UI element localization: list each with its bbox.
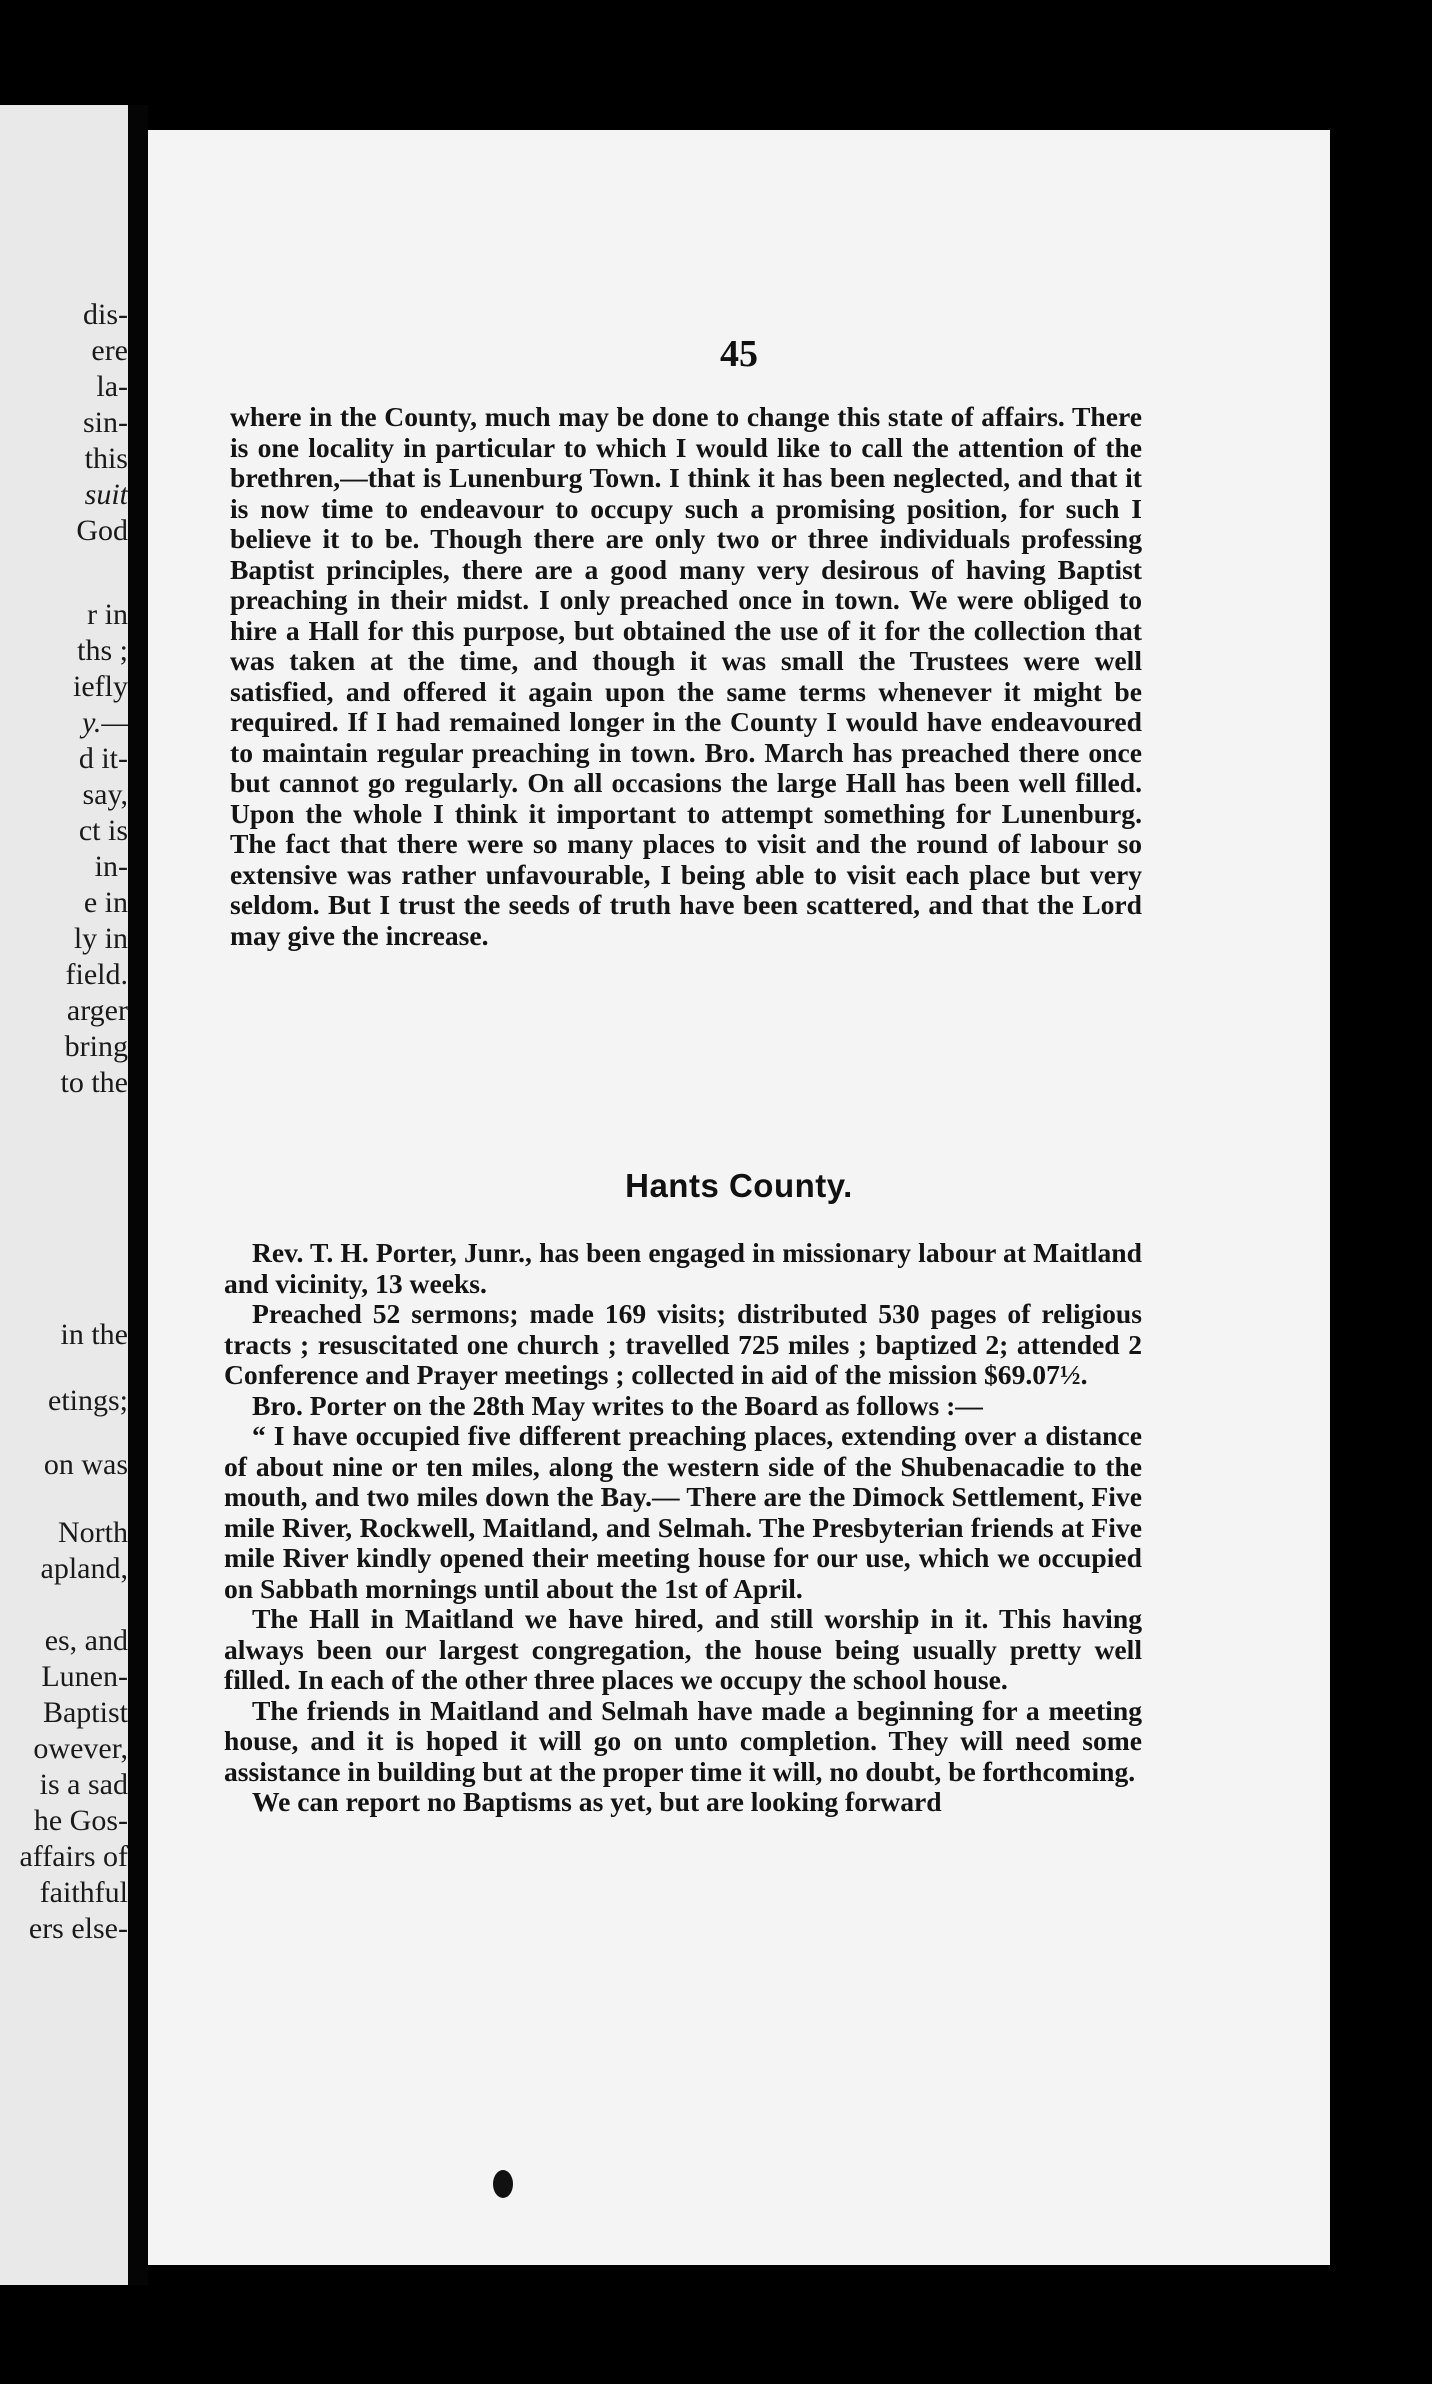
facing-page-line: etings; bbox=[48, 1384, 128, 1417]
paragraph: Preached 52 sermons; made 169 visits; distributed 530 pages of religious tracts ; resuscitated one church ; travelled 725 miles ; baptized 2; attended 2 Conference and Prayer meetings ; collected in aid of the mission $69.07½. bbox=[224, 1298, 1142, 1390]
facing-page-line: ly in bbox=[73, 922, 128, 955]
facing-page-line: iefly bbox=[73, 670, 128, 703]
facing-page-line: owever, bbox=[33, 1732, 128, 1765]
facing-page-line: bring bbox=[64, 1030, 128, 1063]
section-heading: Hants County. bbox=[625, 1167, 853, 1204]
facing-page-line: ers else- bbox=[28, 1912, 128, 1945]
facing-page-line: y.— bbox=[82, 706, 128, 739]
facing-page-line: North bbox=[58, 1516, 128, 1549]
facing-page-line: es, and bbox=[44, 1624, 128, 1657]
book-gutter bbox=[128, 105, 148, 2285]
facing-page-line: dis- bbox=[83, 298, 128, 331]
facing-page-line: say, bbox=[82, 778, 128, 811]
facing-page-line: ths ; bbox=[77, 634, 128, 667]
facing-page-line: on was bbox=[43, 1448, 128, 1481]
facing-page-fragment bbox=[0, 105, 128, 2285]
facing-page-line: apland, bbox=[40, 1552, 128, 1585]
facing-page-line: sin- bbox=[83, 406, 128, 439]
paragraph: Bro. Porter on the 28th May writes to the Board as follows :— bbox=[252, 1389, 983, 1421]
page-number: 45 bbox=[720, 333, 758, 375]
facing-page-line: Baptist bbox=[42, 1696, 128, 1729]
facing-page-line: ct is bbox=[78, 814, 128, 847]
facing-page-line: to the bbox=[60, 1066, 128, 1099]
facing-page-line: field. bbox=[65, 958, 128, 991]
body-text-bottom bbox=[224, 1238, 1142, 1818]
facing-page-line: is a sad bbox=[39, 1768, 128, 1801]
facing-page-line: Lunen- bbox=[41, 1660, 128, 1693]
facing-page-line: God bbox=[76, 514, 128, 547]
facing-page-line: faithful bbox=[39, 1876, 128, 1909]
paragraph: Rev. T. H. Porter, Junr., has been engaged in missionary labour at Maitland and vicinity, 13 weeks. bbox=[224, 1237, 1142, 1299]
facing-page-line: e in bbox=[83, 886, 128, 919]
facing-page-line: in- bbox=[94, 850, 128, 883]
facing-page-line: arger bbox=[66, 994, 128, 1027]
facing-page-line: in the bbox=[60, 1318, 128, 1351]
facing-page-line: ere bbox=[91, 334, 128, 367]
facing-page-line: la- bbox=[96, 370, 128, 403]
paragraph: where in the County, much may be done to change this state of affairs. There is one locality in particular to which I would like to call the attention of the brethren,—that is Lunenburg Town. I think it has been neglected, and that it is now time to endeavour to occupy such a promising position, for such I believe it to be. Though there are only two or three individuals professing Baptist principles, there are a good many very desirous of having Baptist preaching in their midst. I only preached once in town. We were obliged to hire a Hall for this purpose, but obtained the use of it for the collection that was taken at the time, and though it was small the Trustees were well satisfied, and offered it again upon the same terms whenever it might be required. If I had remained longer in the County I would have endeavoured to maintain regular preaching in town. Bro. March has preached there once but cannot go regularly. On all occasions the large Hall has been well filled. Upon the whole I think it important to attempt something for Lunenburg. The fact that there were so many places to visit and the round of labour so extensive was rather unfavourable, I being able to visit each place but very seldom. But I trust the seeds of truth have been scattered, and that the Lord may give the increase. bbox=[230, 401, 1142, 951]
facing-page-line: this bbox=[84, 442, 128, 475]
paragraph: The friends in Maitland and Selmah have made a beginning for a meeting house, and it is hoped it will go on unto completion. They will need some assistance in building but at the proper time it will, no doubt, be forthcoming. bbox=[224, 1694, 1142, 1787]
facing-page-line: he Gos- bbox=[33, 1804, 128, 1837]
facing-page-line: d it- bbox=[78, 742, 128, 775]
facing-page-line: suit bbox=[84, 478, 128, 511]
body-text-top bbox=[230, 402, 1142, 951]
paragraph: “ I have occupied five different preaching places, extending over a distance of about nine or ten miles, along the western side of the Shubenacadie to the mouth, and two miles down the Bay.— There are the Dimock Settlement, Five mile River, Rockwell, Maitland, and Selmah. The Presbyterian friends at Five mile River kindly opened their meeting house for our use, which we occupied on Sabbath mornings until about the 1st of April. bbox=[224, 1420, 1142, 1604]
paragraph: We can report no Baptisms as yet, but are looking forward bbox=[252, 1786, 942, 1817]
ink-blot bbox=[493, 2170, 513, 2198]
paragraph: The Hall in Maitland we have hired, and still worship in it. This having always been our largest congregation, the house being usually pretty well filled. In each of the other three places we occupy the school house. bbox=[224, 1603, 1142, 1695]
facing-page-line: affairs of bbox=[19, 1840, 128, 1873]
facing-page-line: r in bbox=[87, 598, 128, 631]
book-page bbox=[148, 130, 1330, 2265]
